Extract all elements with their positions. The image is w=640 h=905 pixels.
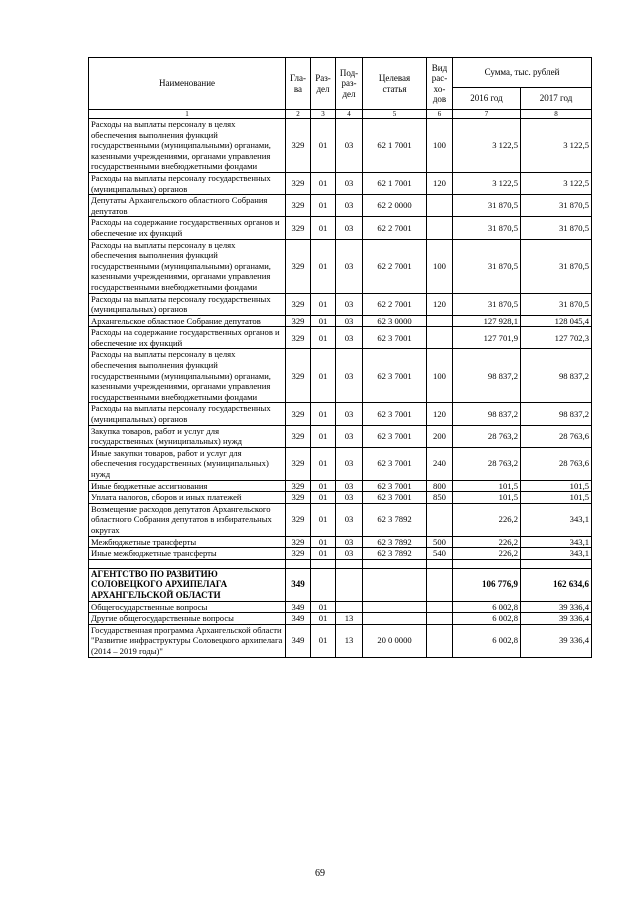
row-chapter: 329 [286,447,311,480]
row-target-article: 62 2 7001 [363,293,427,315]
row-target-article: 20 0 0000 [363,624,427,657]
row-section: 01 [311,293,336,315]
row-target-article: 62 3 7001 [363,480,427,492]
column-index-row [89,110,592,119]
column-index: 3 [311,110,336,119]
table-row [89,548,592,560]
row-target-article: 62 1 7001 [363,172,427,194]
row-target-article: 62 2 0000 [363,195,427,217]
row-sum-2016: 6 002,8 [453,624,521,657]
row-expense-kind [427,624,453,657]
row-chapter: 349 [286,613,311,625]
row-name: Расходы на выплаты персоналу в целях обеспечения выполнения функций государственными (муниципальными) органами, казенными учреждениями, органами управления государственными внебюджетными фондами [89,119,286,173]
row-subsection: 03 [336,195,363,217]
row-subsection: 03 [336,217,363,239]
row-target-article: 62 3 0000 [363,315,427,327]
row-sum-2016: 3 122,5 [453,172,521,194]
row-sum-2016: 226,2 [453,536,521,548]
row-target-article: 62 3 7001 [363,403,427,425]
row-name: Возмещение расходов депутатов Архангельского областного Собрания депутатов в избирательных округах [89,503,286,536]
table-row [89,447,592,480]
budget-table [88,57,592,658]
row-name: Расходы на выплаты персоналу государственных (муниципальных) органов [89,293,286,315]
row-section: 01 [311,492,336,504]
row-section: 01 [311,195,336,217]
row-name: Общегосударственные вопросы [89,601,286,613]
row-chapter: 329 [286,315,311,327]
row-section: 01 [311,536,336,548]
row-section: 01 [311,503,336,536]
row-name: Иные межбюджетные трансферты [89,548,286,560]
row-expense-kind: 850 [427,492,453,504]
column-index: 4 [336,110,363,119]
row-subsection: 03 [336,327,363,349]
row-expense-kind: 240 [427,447,453,480]
header-name: Наименование [89,58,286,110]
row-expense-kind [427,613,453,625]
empty-cell [336,559,363,568]
row-sum-2016: 31 870,5 [453,217,521,239]
row-section: 01 [311,217,336,239]
row-expense-kind: 120 [427,403,453,425]
row-sum-2016: 3 122,5 [453,119,521,173]
row-chapter: 329 [286,119,311,173]
row-expense-kind [427,503,453,536]
empty-cell [311,568,336,601]
row-chapter: 329 [286,327,311,349]
row-subsection: 03 [336,293,363,315]
header-expense-kind: Вид рас- хо- дов [427,58,453,110]
header-chapter: Гла- ва [286,58,311,110]
row-name: Расходы на выплаты персоналу в целях обеспечения выполнения функций государственными (муниципальными) органами, казенными учреждениями, органами управления государственными внебюджетными фондами [89,349,286,403]
row-target-article: 62 2 7001 [363,217,427,239]
row-chapter: 329 [286,425,311,447]
row-chapter: 329 [286,403,311,425]
row-chapter: 329 [286,349,311,403]
table-row [89,315,592,327]
row-subsection: 03 [336,239,363,293]
row-name: Расходы на выплаты персоналу государственных (муниципальных) органов [89,403,286,425]
row-section: 01 [311,315,336,327]
row-section: 01 [311,548,336,560]
row-sum-2016: 98 837,2 [453,403,521,425]
row-target-article: 62 3 7892 [363,503,427,536]
empty-cell [286,559,311,568]
row-target-article [363,613,427,625]
row-name: Другие общегосударственные вопросы [89,613,286,625]
empty-cell [427,559,453,568]
column-index: 2 [286,110,311,119]
row-target-article: 62 3 7001 [363,447,427,480]
empty-cell [521,559,592,568]
row-chapter: 349 [286,624,311,657]
row-subsection: 03 [336,536,363,548]
table-row [89,480,592,492]
row-subsection: 03 [336,503,363,536]
row-subsection: 13 [336,613,363,625]
row-sum-2016: 31 870,5 [453,195,521,217]
row-sum-2017: 39 336,4 [521,613,592,625]
row-expense-kind [427,217,453,239]
row-target-article: 62 3 7001 [363,425,427,447]
row-chapter: 329 [286,536,311,548]
row-section: 01 [311,601,336,613]
row-section: 01 [311,624,336,657]
header-subsection: Под- раз- дел [336,58,363,110]
row-name: Иные закупки товаров, работ и услуг для обеспечения государственных (муниципальных) нужд [89,447,286,480]
table-row [89,217,592,239]
row-expense-kind: 100 [427,349,453,403]
row-sum-2016: 226,2 [453,503,521,536]
row-expense-kind [427,327,453,349]
row-sum-2017: 98 837,2 [521,349,592,403]
row-name: Расходы на выплаты персоналу в целях обеспечения выполнения функций государственными (муниципальными) органами, казенными учреждениями, органами управления государственными внебюджетными фондами [89,239,286,293]
row-name: Государственная программа Архангельской области "Развитие инфраструктуры Соловецкого архипелага (2014 – 2019 годы)" [89,624,286,657]
row-sum-2016: 28 763,2 [453,447,521,480]
column-index: 7 [453,110,521,119]
row-target-article: 62 3 7001 [363,349,427,403]
agency-chapter: 349 [286,568,311,601]
table-row [89,349,592,403]
table-row [89,239,592,293]
row-subsection: 03 [336,480,363,492]
table-row [89,601,592,613]
row-sum-2017: 101,5 [521,492,592,504]
row-sum-2016: 6 002,8 [453,613,521,625]
row-subsection [336,601,363,613]
row-name: Депутаты Архангельского областного Собрания депутатов [89,195,286,217]
row-sum-2017: 31 870,5 [521,239,592,293]
column-index: 1 [89,110,286,119]
row-sum-2017: 101,5 [521,480,592,492]
table-row [89,613,592,625]
row-sum-2017: 127 702,3 [521,327,592,349]
row-section: 01 [311,119,336,173]
row-name: Архангельское областное Собрание депутатов [89,315,286,327]
row-target-article: 62 3 7001 [363,327,427,349]
row-chapter: 329 [286,480,311,492]
table-row [89,503,592,536]
row-sum-2017: 3 122,5 [521,119,592,173]
row-sum-2016: 226,2 [453,548,521,560]
row-expense-kind: 100 [427,119,453,173]
row-chapter: 329 [286,503,311,536]
row-sum-2017: 31 870,5 [521,195,592,217]
row-target-article: 62 1 7001 [363,119,427,173]
row-name: Закупка товаров, работ и услуг для государственных (муниципальных) нужд [89,425,286,447]
empty-cell [336,568,363,601]
row-section: 01 [311,480,336,492]
row-target-article: 62 2 7001 [363,239,427,293]
row-sum-2016: 98 837,2 [453,349,521,403]
row-sum-2017: 39 336,4 [521,624,592,657]
row-name: Расходы на содержание государственных органов и обеспечение их функций [89,217,286,239]
row-sum-2016: 101,5 [453,480,521,492]
row-target-article: 62 3 7892 [363,536,427,548]
row-chapter: 329 [286,217,311,239]
row-sum-2016: 6 002,8 [453,601,521,613]
row-section: 01 [311,425,336,447]
row-section: 01 [311,613,336,625]
row-name: Межбюджетные трансферты [89,536,286,548]
table-row [89,536,592,548]
row-section: 01 [311,172,336,194]
header-year-2017: 2017 год [521,88,592,110]
column-index: 8 [521,110,592,119]
table-body [89,110,592,658]
row-chapter: 329 [286,548,311,560]
row-target-article [363,601,427,613]
row-sum-2017: 343,1 [521,548,592,560]
row-sum-2017: 128 045,4 [521,315,592,327]
empty-cell [89,559,286,568]
row-sum-2017: 3 122,5 [521,172,592,194]
row-subsection: 13 [336,624,363,657]
row-sum-2017: 31 870,5 [521,217,592,239]
row-sum-2016: 127 701,9 [453,327,521,349]
row-section: 01 [311,403,336,425]
row-expense-kind [427,315,453,327]
row-sum-2017: 31 870,5 [521,293,592,315]
table-row [89,624,592,657]
row-subsection: 03 [336,403,363,425]
row-section: 01 [311,239,336,293]
header-year-2016: 2016 год [453,88,521,110]
table-row [89,492,592,504]
empty-cell [453,559,521,568]
row-subsection: 03 [336,548,363,560]
table-row [89,195,592,217]
header-section: Раз- дел [311,58,336,110]
row-expense-kind [427,601,453,613]
row-chapter: 329 [286,293,311,315]
table-row [89,119,592,173]
row-section: 01 [311,447,336,480]
row-sum-2016: 127 928,1 [453,315,521,327]
agency-sum-2017: 162 634,6 [521,568,592,601]
table-row [89,293,592,315]
row-subsection: 03 [336,447,363,480]
row-expense-kind: 800 [427,480,453,492]
row-name: Уплата налогов, сборов и иных платежей [89,492,286,504]
header-sum: Сумма, тыс. рублей [453,58,592,88]
row-subsection: 03 [336,349,363,403]
row-sum-2017: 343,1 [521,503,592,536]
empty-cell [363,559,427,568]
header-target-article: Целевая статья [363,58,427,110]
row-expense-kind [427,195,453,217]
row-expense-kind: 120 [427,172,453,194]
row-sum-2017: 343,1 [521,536,592,548]
table-row [89,403,592,425]
row-subsection: 03 [336,119,363,173]
page-number: 69 [315,868,325,879]
agency-row [89,568,592,601]
row-name: Расходы на содержание государственных органов и обеспечение их функций [89,327,286,349]
row-subsection: 03 [336,492,363,504]
table-row [89,327,592,349]
row-name: Расходы на выплаты персоналу государственных (муниципальных) органов [89,172,286,194]
row-subsection: 03 [336,425,363,447]
row-sum-2016: 31 870,5 [453,293,521,315]
agency-name: АГЕНТСТВО ПО РАЗВИТИЮ СОЛОВЕЦКОГО АРХИПЕЛАГА АРХАНГЕЛЬСКОЙ ОБЛАСТИ [89,568,286,601]
row-chapter: 329 [286,492,311,504]
column-index: 6 [427,110,453,119]
table-row [89,425,592,447]
table-header [89,58,592,110]
row-chapter: 349 [286,601,311,613]
column-index: 5 [363,110,427,119]
row-sum-2016: 31 870,5 [453,239,521,293]
row-sum-2017: 98 837,2 [521,403,592,425]
spacer-row [89,559,592,568]
empty-cell [427,568,453,601]
row-sum-2017: 39 336,4 [521,601,592,613]
row-section: 01 [311,327,336,349]
row-expense-kind: 200 [427,425,453,447]
row-target-article: 62 3 7001 [363,492,427,504]
row-sum-2017: 28 763,6 [521,447,592,480]
row-target-article: 62 3 7892 [363,548,427,560]
row-expense-kind: 120 [427,293,453,315]
row-subsection: 03 [336,172,363,194]
row-chapter: 329 [286,239,311,293]
row-chapter: 329 [286,172,311,194]
row-expense-kind: 100 [427,239,453,293]
table-row [89,172,592,194]
row-sum-2016: 28 763,2 [453,425,521,447]
budget-table-sheet [88,57,591,658]
row-sum-2017: 28 763,6 [521,425,592,447]
row-expense-kind: 540 [427,548,453,560]
row-chapter: 329 [286,195,311,217]
agency-sum-2016: 106 776,9 [453,568,521,601]
empty-cell [363,568,427,601]
row-name: Иные бюджетные ассигнования [89,480,286,492]
empty-cell [311,559,336,568]
row-sum-2016: 101,5 [453,492,521,504]
row-expense-kind: 500 [427,536,453,548]
row-subsection: 03 [336,315,363,327]
row-section: 01 [311,349,336,403]
